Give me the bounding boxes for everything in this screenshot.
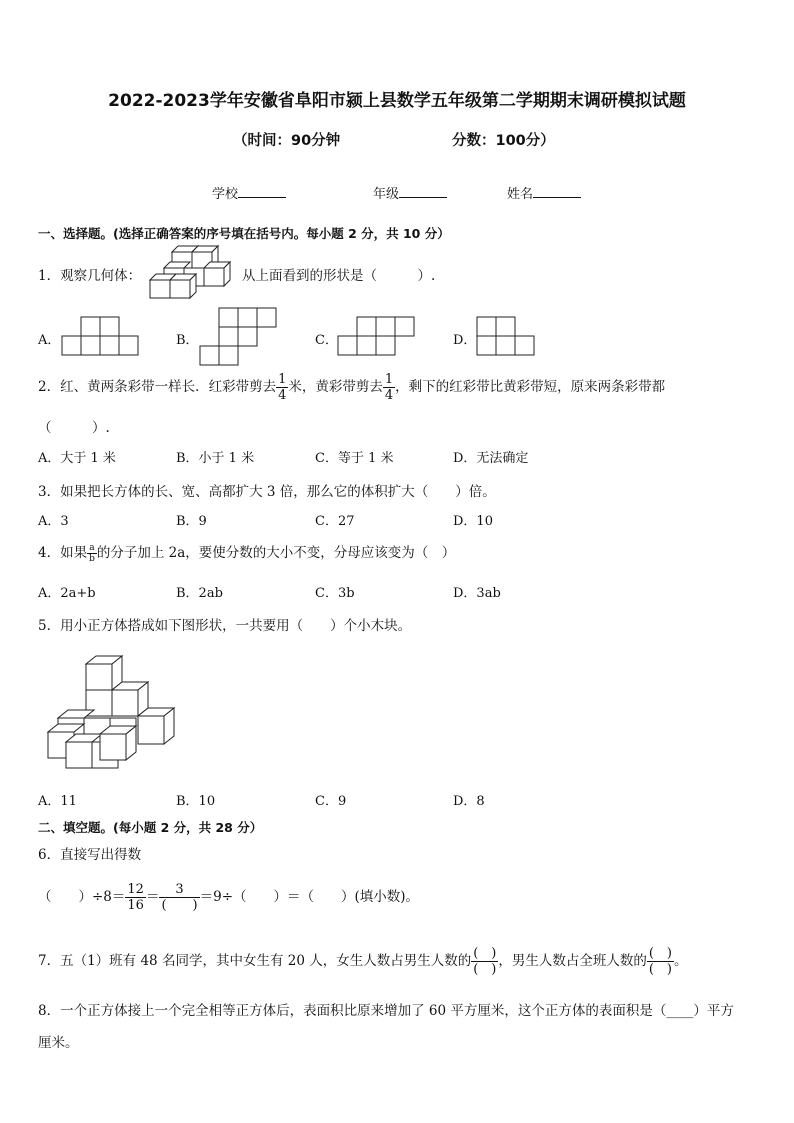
q8-line2: 厘米。: [38, 1035, 79, 1051]
q6-equals: ＝: [145, 889, 160, 905]
q2-text: [38, 372, 665, 403]
q4-text: [38, 540, 455, 566]
q5-option-a[interactable]: A．11: [38, 794, 77, 809]
q4-part1: 4．如果: [38, 545, 88, 561]
q1-option-a-figure: [62, 316, 140, 356]
q2-option-a[interactable]: A．大于 1 米: [38, 451, 116, 466]
q2-frac1-numerator: 1: [278, 372, 287, 387]
grade-blank[interactable]: [399, 185, 447, 198]
grade-field: [373, 183, 447, 202]
q4-option-c[interactable]: C．3b: [315, 586, 355, 601]
q1-option-a-label[interactable]: A．: [38, 333, 61, 348]
q1-question: 从上面看到的形状是（ ）.: [242, 268, 436, 284]
school-label: 学校: [212, 187, 239, 202]
name-label: 姓名: [507, 187, 534, 202]
q7-part3: 。: [674, 953, 688, 969]
exam-score: 分数：100分）: [452, 133, 555, 149]
q8-line1: 8．一个正方体接上一个完全相等正方体后，表面积比原来增加了 60 平方厘米，这个正方体的表面积是（____）平方: [38, 1003, 734, 1019]
school-field: [212, 183, 286, 202]
q6-text: 6．直接写出得数: [38, 847, 142, 863]
q4-frac-denominator: b: [89, 554, 95, 564]
name-blank[interactable]: [533, 185, 581, 198]
q7-part2: ，男生人数占全班人数的: [498, 953, 647, 969]
name-field: [507, 183, 581, 202]
q7-fraction-1: [471, 946, 498, 977]
q1-option-b-label[interactable]: B．: [176, 333, 199, 348]
q6-frac1-denominator: 16: [127, 898, 144, 913]
q2-option-b[interactable]: B．小于 1 米: [176, 451, 255, 466]
q6-part1: （ ）÷8＝: [38, 889, 126, 905]
q2-part2: 米，黄彩带剪去: [288, 379, 383, 395]
q2-fraction-2: [383, 372, 395, 403]
q7-frac2-numerator-blank[interactable]: ( ): [648, 946, 673, 961]
exam-time: （时间：90分钟: [233, 133, 341, 149]
q5-cube-figure: [46, 654, 182, 770]
q1-option-c-figure: [338, 316, 416, 356]
q2-frac1-denominator: 4: [278, 388, 287, 403]
q2-option-c[interactable]: C．等于 1 米: [315, 451, 394, 466]
q3-text: 3．如果把长方体的长、宽、高都扩大 3 倍，那么它的体积扩大（ ）倍。: [38, 484, 496, 500]
q5-option-d[interactable]: D．8: [453, 794, 485, 809]
q1-option-b-figure: [200, 307, 278, 365]
q6-fraction-2: [159, 882, 199, 913]
q2-option-d[interactable]: D．无法确定: [453, 451, 529, 466]
q4-option-d[interactable]: D．3ab: [453, 586, 501, 601]
school-blank[interactable]: [238, 185, 286, 198]
q7-frac1-denominator-blank[interactable]: ( ): [473, 962, 497, 977]
q5-option-b[interactable]: B．10: [176, 794, 216, 809]
q6-part2: ＝9÷（ ）＝（ ）(填小数)。: [199, 889, 420, 905]
q4-fraction: [87, 543, 97, 564]
q3-option-b[interactable]: B．9: [176, 514, 207, 529]
q7-frac1-numerator-blank[interactable]: ( ): [473, 946, 497, 961]
q7-fraction-2: [647, 946, 674, 977]
q6-frac2-numerator: 3: [159, 882, 199, 898]
q3-option-c[interactable]: C．27: [315, 514, 355, 529]
q5-text: 5．用小正方体搭成如下图形状，一共要用（ ）个小木块。: [38, 618, 412, 634]
q2-line2: （ ）.: [38, 420, 110, 436]
q4-option-b[interactable]: B．2ab: [176, 586, 223, 601]
section2-heading: 二、填空题。(每小题 2 分，共 28 分）: [38, 820, 263, 835]
q4-option-a[interactable]: A．2a+b: [38, 586, 96, 601]
q6-equation: [38, 876, 419, 918]
q2-part3: ，剩下的红彩带比黄彩带短，原来两条彩带都: [395, 379, 666, 395]
q2-frac2-denominator: 4: [384, 388, 394, 403]
q4-frac-numerator: a: [87, 543, 97, 554]
q2-frac2-numerator: 1: [384, 372, 394, 387]
q1-option-c-label[interactable]: C．: [315, 333, 338, 348]
q7-text: [38, 940, 688, 982]
q6-frac2-denominator-blank[interactable]: ( ): [161, 898, 198, 913]
section1-heading: 一、选择题。(选择正确答案的序号填在括号内。每小题 2 分，共 10 分）: [38, 226, 450, 241]
q1-option-d-label[interactable]: D．: [453, 333, 477, 348]
page-title: 2022-2023学年安徽省阜阳市颍上县数学五年级第二学期期末调研模拟试题: [108, 91, 686, 111]
q2-part1: 2．红、黄两条彩带一样长．红彩带剪去: [38, 379, 277, 395]
q3-option-d[interactable]: D．10: [453, 514, 493, 529]
q3-option-a[interactable]: A．3: [38, 514, 69, 529]
q5-option-c[interactable]: C．9: [315, 794, 347, 809]
q6-fraction-1: [125, 882, 146, 913]
q6-frac1-numerator: 12: [127, 882, 144, 897]
grade-label: 年级: [373, 187, 400, 202]
q1-option-d-figure: [477, 316, 537, 356]
q1-solid-figure: [148, 244, 232, 300]
q7-frac2-denominator-blank[interactable]: ( ): [648, 962, 673, 977]
q7-part1: 7．五（1）班有 48 名同学，其中女生有 20 人，女生人数占男生人数的: [38, 953, 472, 969]
q4-part2: 的分子加上 2a，要使分数的大小不变，分母应该变为（ ）: [96, 545, 456, 561]
q2-fraction-1: [276, 372, 288, 403]
q1-prefix: 1．观察几何体：: [38, 268, 142, 284]
